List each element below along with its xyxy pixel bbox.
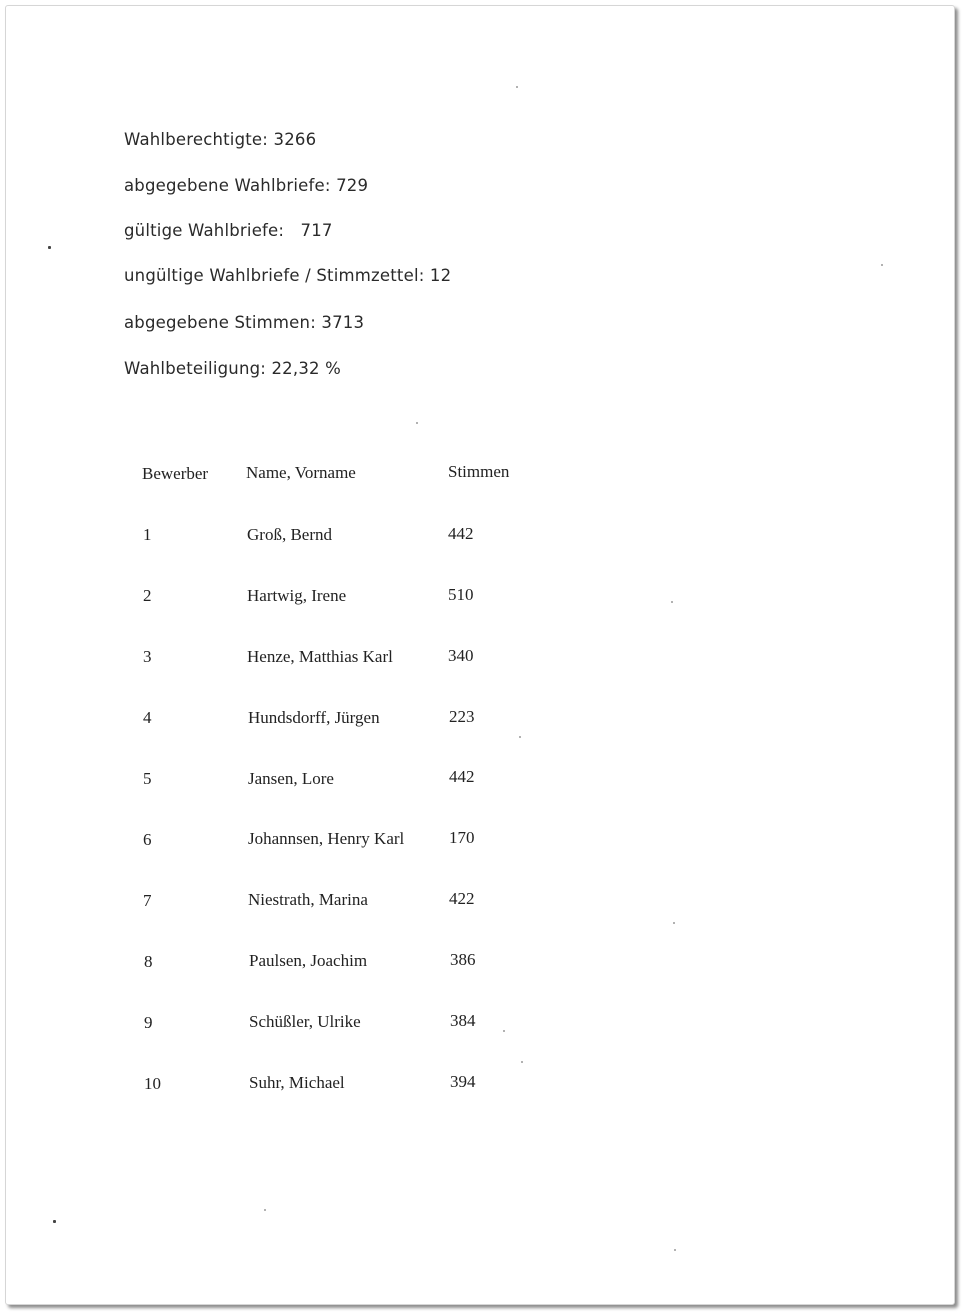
eligible-voters: Wahlberechtigte: 3266: [124, 130, 317, 149]
candidate-number: 1: [143, 525, 152, 544]
candidate-name: Jansen, Lore: [248, 769, 334, 788]
speck: [516, 86, 518, 88]
speck: [881, 264, 883, 266]
speck: [416, 422, 418, 424]
candidate-votes: 386: [450, 950, 476, 969]
candidate-votes: 394: [450, 1072, 476, 1091]
valid-ballot-letters: gültige Wahlbriefe: 717: [124, 221, 333, 240]
speck: [503, 1030, 505, 1032]
candidate-number: 10: [144, 1074, 161, 1093]
candidate-name: Henze, Matthias Karl: [247, 647, 393, 666]
candidate-name: Johannsen, Henry Karl: [248, 829, 405, 848]
candidate-name: Paulsen, Joachim: [249, 951, 368, 970]
speck: [264, 1209, 266, 1211]
candidate-number: 2: [143, 586, 152, 605]
invalid-ballots: ungültige Wahlbriefe / Stimmzettel: 12: [124, 266, 452, 285]
speck: [519, 736, 521, 738]
candidate-votes: 340: [448, 646, 474, 665]
candidate-votes: 510: [448, 585, 474, 604]
candidate-votes: 223: [449, 707, 475, 726]
votes-cast: abgegebene Stimmen: 3713: [124, 313, 365, 332]
submitted-ballot-letters: abgegebene Wahlbriefe: 729: [124, 176, 369, 195]
candidate-name: Hartwig, Irene: [247, 586, 347, 605]
candidate-number: 3: [143, 647, 152, 666]
candidate-number: 9: [144, 1013, 153, 1032]
candidate-votes: 422: [449, 889, 475, 908]
candidate-name: Schüßler, Ulrike: [249, 1012, 361, 1031]
header-name: Name, Vorname: [246, 463, 356, 482]
speck: [53, 1220, 56, 1223]
speck: [671, 601, 673, 603]
header-candidate-number: Bewerber: [142, 464, 209, 483]
header-votes: Stimmen: [448, 462, 510, 481]
voter-turnout: Wahlbeteiligung: 22,32 %: [124, 359, 342, 378]
speck: [673, 922, 675, 924]
candidate-votes: 170: [449, 828, 475, 847]
candidate-votes: 442: [449, 767, 475, 786]
candidate-votes: 442: [448, 524, 474, 543]
candidate-number: 5: [143, 769, 152, 788]
candidate-number: 8: [144, 952, 153, 971]
candidate-number: 6: [143, 830, 152, 849]
speck: [674, 1249, 676, 1251]
candidate-name: Suhr, Michael: [249, 1073, 345, 1092]
candidate-number: 7: [143, 891, 152, 910]
candidate-number: 4: [143, 708, 152, 727]
candidate-name: Niestrath, Marina: [248, 890, 368, 909]
candidate-name: Groß, Bernd: [247, 525, 332, 544]
candidate-name: Hundsdorff, Jürgen: [248, 708, 380, 727]
speck: [48, 246, 51, 249]
speck: [521, 1061, 523, 1063]
scanned-page: [5, 5, 955, 1305]
candidate-votes: 384: [450, 1011, 476, 1030]
